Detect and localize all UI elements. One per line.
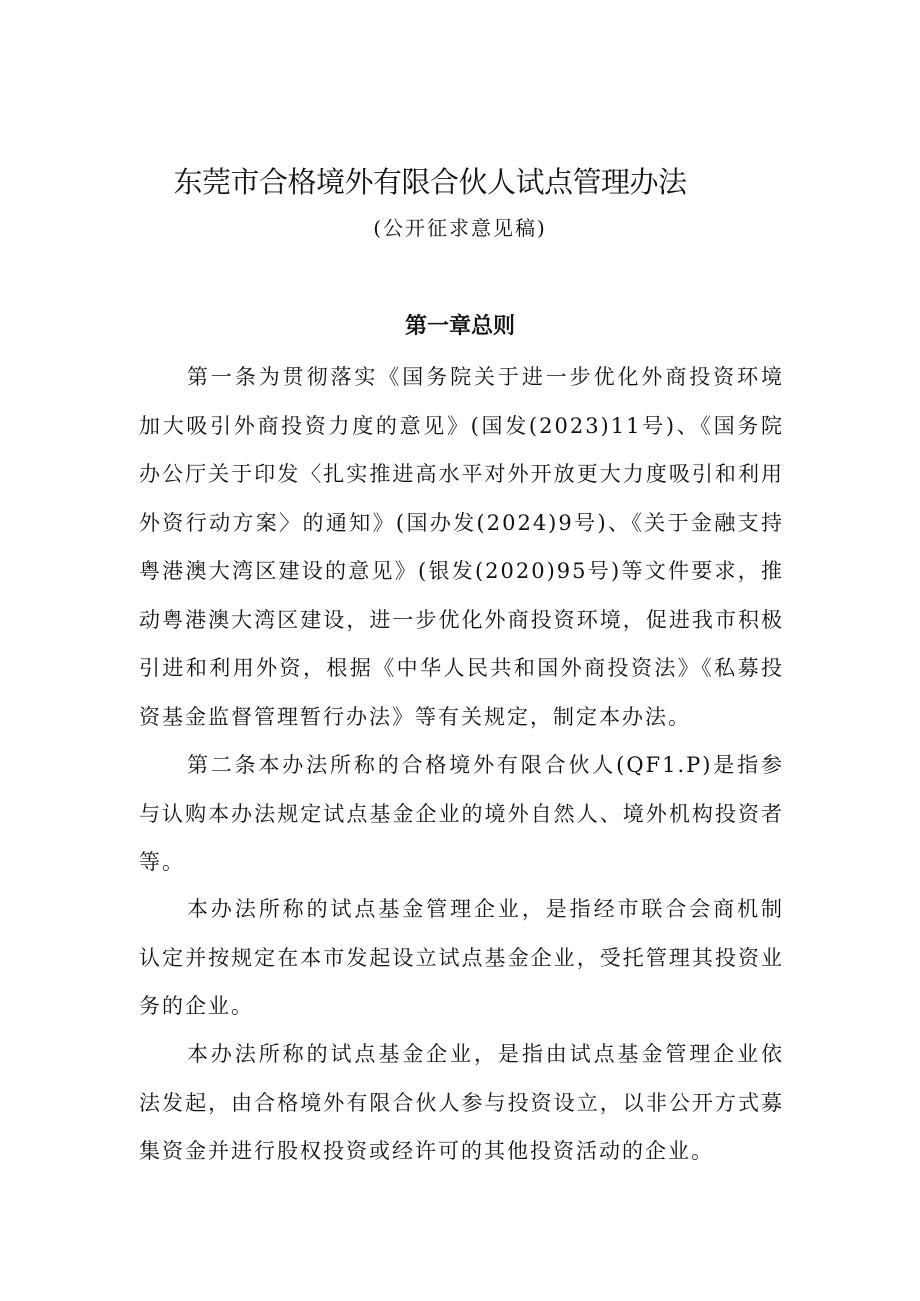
chapter-heading: 第一章总则	[404, 314, 515, 339]
document-title: 东莞市合格境外有限合伙人试点管理办法	[173, 165, 687, 199]
paragraph-article-1: 第一条为贯彻落实《国务院关于进一步优化外商投资环境加大吸引外商投资力度的意见》(国发(2023)11号)、《国务院办公厅关于印发〈扎实推进高水平对外开放更大力度吸引和利用外资行动方案〉的通知》(国办发(2024)9号)、《关于金融支持粤港澳大湾区建设的意见》(银发(2020)95号)等文件要求，推动粤港澳大湾区建设，进一步优化外商投资环境，促进我市积极引进和利用外资，根据《中华人民共和国外商投资法》《私募投资基金监督管理暂行办法》等有关规定，制定本办法。	[139, 365, 784, 729]
document-subtitle: (公开征求意见稿)	[373, 216, 547, 240]
paragraph-article-2: 第二条本办法所称的合格境外有限合伙人(QF1.P)是指参与认购本办法规定试点基金企业的境外自然人、境外机构投资者等。	[139, 753, 784, 874]
paragraph-management-enterprise: 本办法所称的试点基金管理企业，是指经市联合会商机制认定并按规定在本市发起设立试点基金企业，受托管理其投资业务的企业。	[139, 897, 784, 1018]
paragraph-fund-enterprise: 本办法所称的试点基金企业，是指由试点基金管理企业依法发起，由合格境外有限合伙人参与投资设立，以非公开方式募集资金并进行股权投资或经许可的其他投资活动的企业。	[139, 1042, 784, 1163]
